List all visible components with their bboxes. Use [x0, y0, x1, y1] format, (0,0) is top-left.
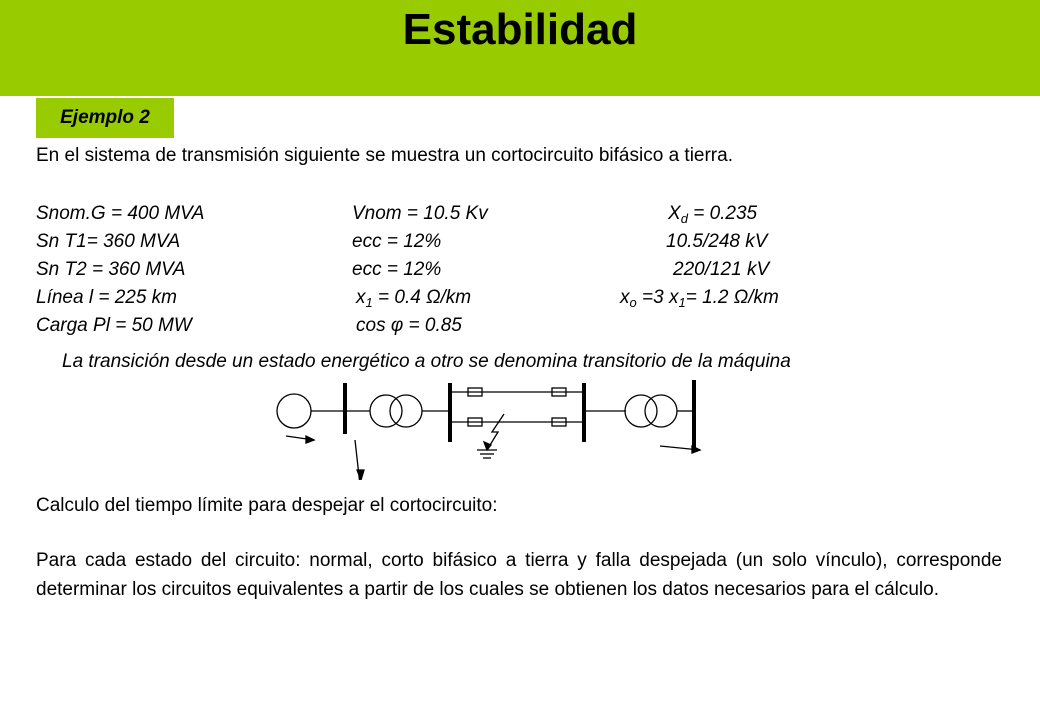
- fault-arrowhead: [484, 442, 491, 450]
- intro-text: En el sistema de transmisión siguiente se muestra un cortocircuito bifásico a tierra.: [36, 145, 733, 166]
- param-r4-c2: $x_1 = 0.4$ Ω/km: [356, 287, 472, 310]
- transformer-t1-winding: [370, 395, 402, 427]
- param-r1-c2: Vnom = 10.5 Kv: [352, 203, 488, 224]
- example-label: Ejemplo 2: [36, 98, 174, 138]
- page-title: Estabilidad: [402, 5, 638, 54]
- param-r1-c1: Snom.G = 400 MVA: [36, 203, 205, 224]
- arrowhead: [357, 470, 364, 480]
- transition-note: La transición desde un estado energético a otro se denomina transitorio de la máquina: [62, 351, 791, 372]
- param-r3-c3: 220/121 kV: [673, 259, 770, 280]
- param-r3-c1: Sn T2 = 360 MVA: [36, 259, 186, 280]
- body-paragraph: Para cada estado del circuito: normal, corto bifásico a tierra y falla despejada (un solo vínculo), corresponde determinar los circuitos equivalentes a partir de los cuales se obtienen los datos necesarios para el cálculo.: [36, 550, 1002, 600]
- transformer-t1-winding: [390, 395, 422, 427]
- param-r2-c2: ecc = 12%: [352, 231, 442, 252]
- param-r5-c1: Carga Pl = 50 MW: [36, 315, 192, 336]
- param-r1-c3: $X_d = 0.235$: [668, 203, 758, 226]
- arrowhead: [306, 436, 314, 443]
- param-r4-c1: Línea l = 225 km: [36, 287, 178, 308]
- param-r4-c3: $x_o =3$ $x_1= 1.2$ Ω/km: [620, 287, 779, 310]
- one-line-diagram: [260, 370, 720, 480]
- param-r2-c3: 10.5/248 kV: [666, 231, 768, 252]
- param-r2-c1: Sn T1= 360 MVA: [36, 231, 181, 252]
- calc-heading: Calculo del tiempo límite para despejar el cortocircuito:: [36, 495, 498, 516]
- param-r3-c2: ecc = 12%: [352, 259, 442, 280]
- transformer-t2-winding: [645, 395, 677, 427]
- param-r5-c2: cos φ = 0.85: [356, 315, 462, 336]
- transformer-t2-winding: [625, 395, 657, 427]
- generator-symbol: [277, 394, 311, 428]
